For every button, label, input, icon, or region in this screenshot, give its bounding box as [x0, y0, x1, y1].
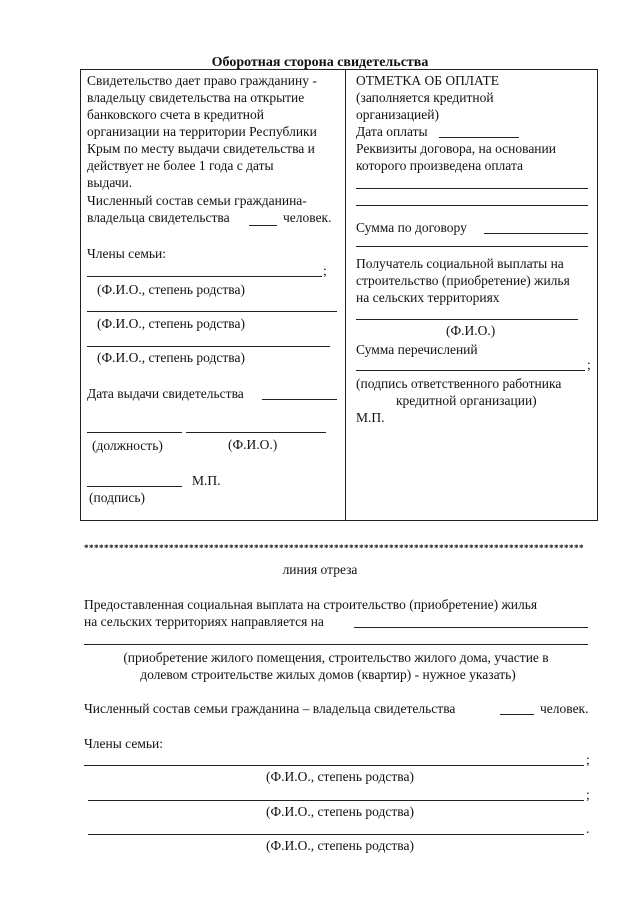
family-count-label-2: владельца свидетельства [87, 210, 230, 225]
family-count-unit: человек. [540, 701, 589, 716]
filled-by-note: (заполняется кредитной [356, 90, 494, 105]
filled-by-note-2: организацией) [356, 107, 439, 122]
pay-date-label: Дата оплаты [356, 124, 428, 139]
family-count-label: Численный состав семьи гражданина – владельца свидетельства [84, 701, 456, 716]
recipient-label: Получатель социальной выплаты на [356, 256, 564, 271]
contract-details-field-2[interactable] [356, 205, 588, 206]
members-label: Члены семьи: [84, 736, 163, 751]
left-p1-line: действует не более 1 года с даты [87, 158, 274, 173]
member-caption-3: (Ф.И.О., степень родства) [97, 350, 245, 365]
transfer-sum-field[interactable] [356, 370, 585, 371]
left-p1-line: Крым по месту выдачи свидетельства и [87, 141, 315, 156]
separator-line [356, 246, 588, 247]
semicolon: ; [587, 357, 591, 372]
member-caption-2: (Ф.И.О., степень родства) [97, 316, 245, 331]
member-field-1[interactable] [84, 765, 584, 766]
member-field-2[interactable] [88, 800, 584, 801]
member-field-3[interactable] [87, 346, 330, 347]
family-count-label: Численный состав семьи гражданина- [87, 193, 307, 208]
fio-caption: (Ф.И.О.) [228, 437, 278, 452]
responsible-signature-caption-2: кредитной организации) [396, 393, 537, 408]
semicolon: ; [323, 263, 327, 278]
left-p1-line: владельцу свидетельства на открытие [87, 90, 305, 105]
recipient-fio-caption: (Ф.И.О.) [446, 323, 496, 338]
member-caption-1: (Ф.И.О., степень родства) [266, 769, 414, 784]
period: . [586, 821, 590, 836]
family-count-unit: человек. [283, 210, 332, 225]
payment-mark-heading: ОТМЕТКА ОБ ОПЛАТЕ [356, 73, 500, 88]
purpose-note-2: долевом строительстве жилых домов (квартир) - нужное указать) [140, 667, 516, 682]
sent-to-field-2[interactable] [84, 644, 588, 645]
contract-details-field-1[interactable] [356, 188, 588, 189]
left-p1-line: Свидетельство дает право гражданину - [87, 73, 317, 88]
left-p1-line: банковского счета в кредитной [87, 107, 264, 122]
issue-date-label: Дата выдачи свидетельства [87, 386, 244, 401]
semicolon: ; [586, 787, 590, 802]
semicolon: ; [586, 752, 590, 767]
contract-sum-label: Сумма по договору [356, 220, 467, 235]
left-p1-line: выдачи. [87, 175, 133, 190]
member-field-2[interactable] [87, 311, 337, 312]
member-caption-1: (Ф.И.О., степень родства) [97, 282, 245, 297]
stamp-label: М.П. [192, 473, 221, 488]
signature-field[interactable] [87, 486, 182, 487]
table-divider [345, 69, 346, 521]
family-count-field[interactable] [249, 225, 277, 226]
cut-line-label: линия отреза [282, 562, 358, 577]
contract-sum-field[interactable] [484, 233, 588, 234]
member-field-3[interactable] [88, 834, 584, 835]
members-label: Члены семьи: [87, 246, 166, 261]
cut-stars: **************************************************************************************************** [84, 543, 584, 553]
position-caption: (должность) [92, 438, 163, 453]
sent-to-label-2: на сельских территориях направляется на [84, 614, 324, 629]
member-field-1[interactable] [87, 276, 322, 277]
responsible-signature-caption: (подпись ответственного работника [356, 376, 562, 391]
recipient-label-3: на сельских территориях [356, 290, 500, 305]
sent-to-label: Предоставленная социальная выплата на строительство (приобретение) жилья [84, 597, 538, 612]
family-count-field[interactable] [500, 714, 534, 715]
transfer-sum-label: Сумма перечислений [356, 342, 478, 357]
stamp-label: М.П. [356, 410, 385, 425]
purpose-note: (приобретение жилого помещения, строительство жилого дома, участие в [123, 650, 549, 665]
signature-caption: (подпись) [89, 490, 146, 505]
left-p1-line: организации на территории Республики [87, 124, 317, 139]
contract-details-label: Реквизиты договора, на основании [356, 141, 556, 156]
issue-date-field[interactable] [262, 399, 337, 400]
member-caption-3: (Ф.И.О., степень родства) [266, 838, 414, 853]
fio-field[interactable] [186, 432, 326, 433]
position-field[interactable] [87, 432, 182, 433]
sent-to-field[interactable] [354, 627, 588, 628]
member-caption-2: (Ф.И.О., степень родства) [266, 804, 414, 819]
pay-date-field[interactable] [439, 137, 519, 138]
contract-details-label-2: которого произведена оплата [356, 158, 523, 173]
recipient-label-2: строительство (приобретение) жилья [356, 273, 570, 288]
recipient-field[interactable] [356, 319, 578, 320]
page-title: Оборотная сторона свидетельства [211, 55, 429, 70]
